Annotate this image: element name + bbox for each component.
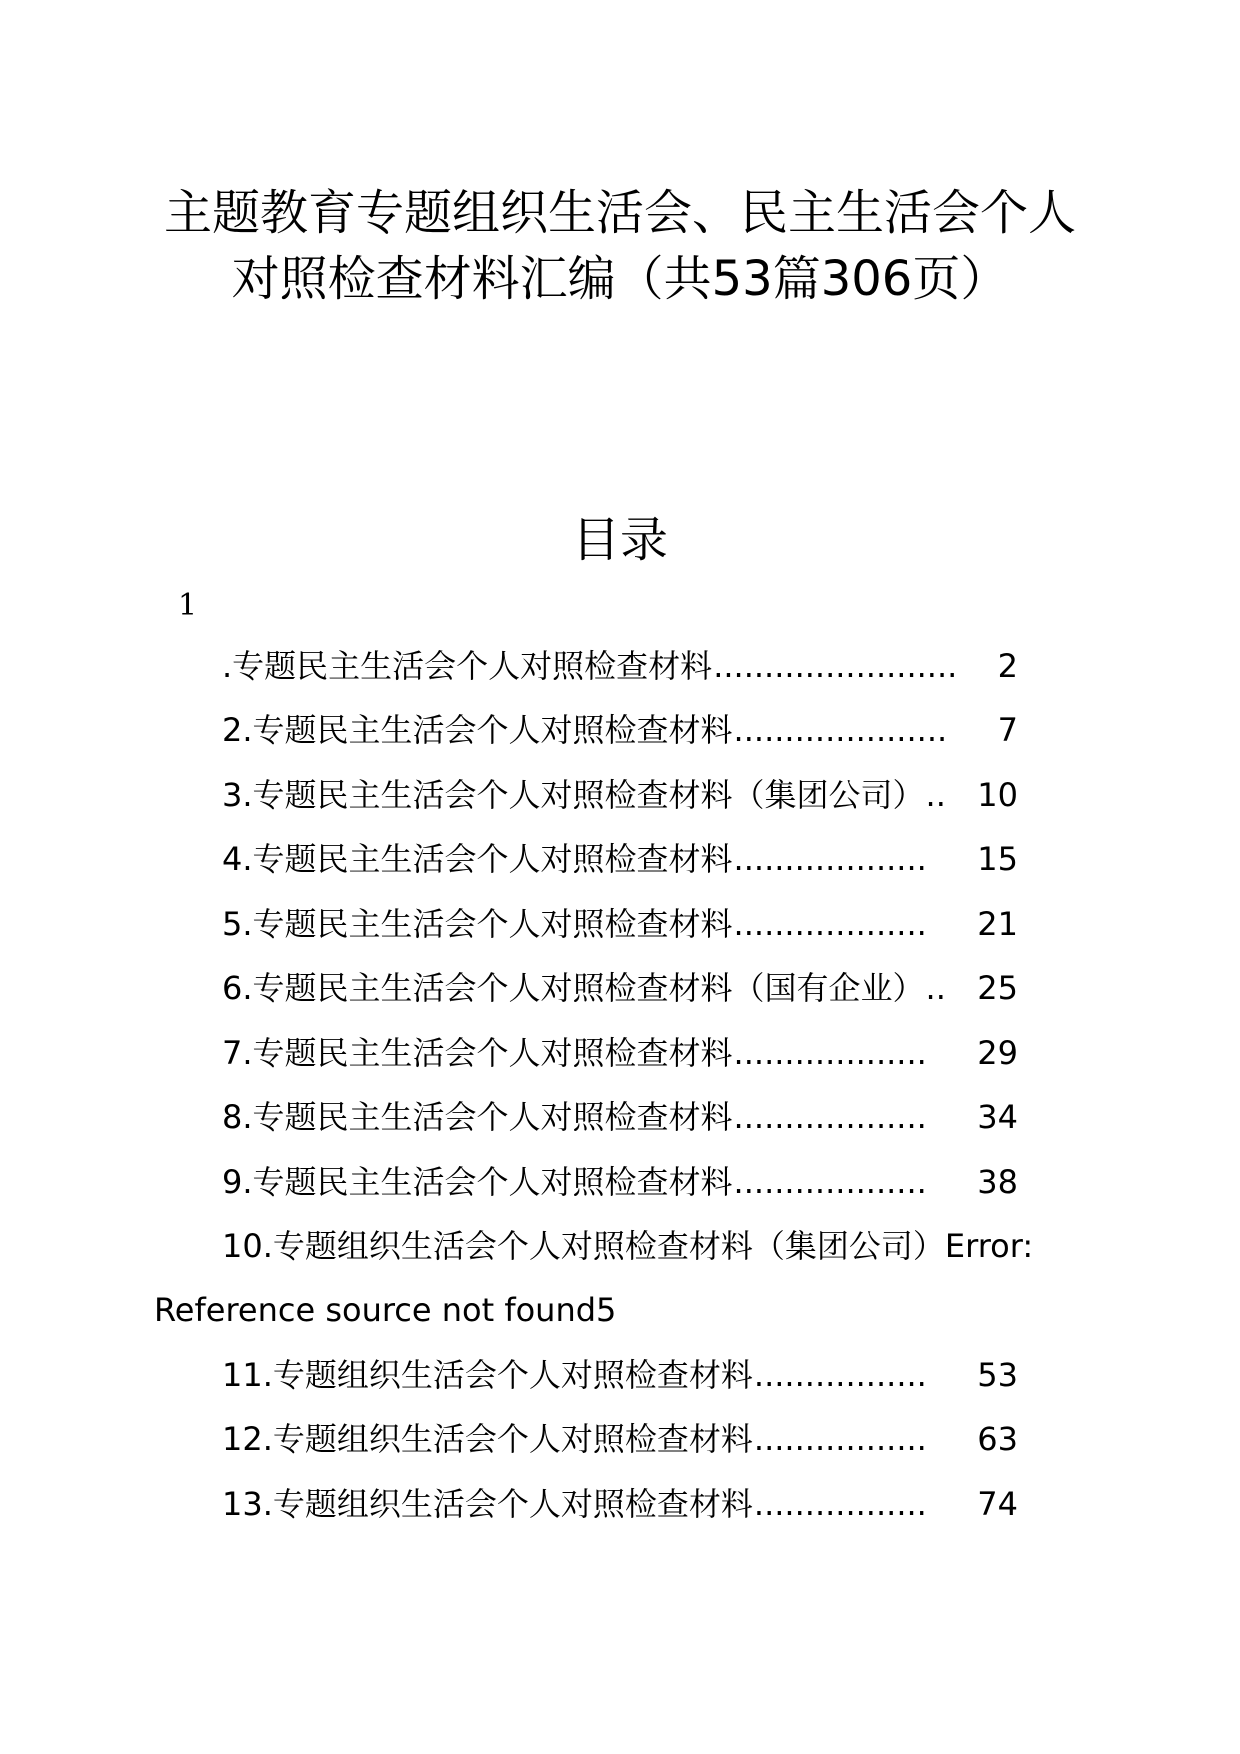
toc-entry-page: 25 bbox=[977, 969, 1018, 1007]
toc-entry-page: 38 bbox=[977, 1163, 1018, 1201]
toc-entry[interactable] bbox=[222, 1480, 1018, 1528]
toc-entry-leader: ................. bbox=[753, 1485, 927, 1523]
toc-heading: 目录 bbox=[571, 512, 668, 568]
toc-entry-page: 53 bbox=[977, 1356, 1018, 1394]
toc-entry-leader: ................... bbox=[733, 1163, 927, 1201]
toc-entry[interactable] bbox=[222, 1351, 1018, 1399]
toc-entry[interactable] bbox=[222, 706, 1018, 754]
toc-entry-page: 7 bbox=[997, 711, 1018, 749]
toc-entry-text: 2.专题民主生活会个人对照检查材料 bbox=[222, 711, 733, 749]
toc-entry[interactable] bbox=[222, 1029, 1018, 1077]
toc-entry-text: 9.专题民主生活会个人对照检查材料 bbox=[222, 1163, 733, 1201]
toc-entry-text: 11.专题组织生活会个人对照检查材料 bbox=[222, 1356, 753, 1394]
toc-entry-leader: ................. bbox=[753, 1356, 927, 1394]
toc-entry[interactable] bbox=[222, 1158, 1018, 1206]
toc-entry-page: 29 bbox=[977, 1034, 1018, 1072]
toc-entry-text: 8.专题民主生活会个人对照检查材料 bbox=[222, 1098, 733, 1136]
document-title bbox=[0, 180, 1240, 312]
toc-entry-leader: ................... bbox=[733, 905, 927, 943]
toc-entry-leader: ................... bbox=[733, 1034, 927, 1072]
toc-entry-text: 12.专题组织生活会个人对照检查材料 bbox=[222, 1420, 753, 1458]
toc-entry-page: 15 bbox=[977, 840, 1018, 878]
document-title-line-2: 对照检查材料汇编（共53篇306页） bbox=[231, 251, 1009, 307]
toc-entry-text: 6.专题民主生活会个人对照检查材料（国有企业） bbox=[222, 969, 925, 1007]
toc-entry-leader: ..................... bbox=[733, 711, 948, 749]
toc-entry-leader: .. bbox=[925, 969, 946, 1007]
toc-entry-page: 21 bbox=[977, 905, 1018, 943]
toc-entry-leader: ................... bbox=[733, 1098, 927, 1136]
toc-entry-page: 34 bbox=[977, 1098, 1018, 1136]
toc-entry-error-line-1[interactable]: 10.专题组织生活会个人对照检查材料（集团公司）Error: bbox=[222, 1227, 1034, 1265]
toc-entry-page: 10 bbox=[977, 776, 1018, 814]
toc-entry-leader: ........................ bbox=[713, 647, 958, 685]
toc-entry[interactable] bbox=[222, 835, 1018, 883]
toc-entry[interactable] bbox=[222, 771, 1018, 819]
toc-entry-page: 2 bbox=[997, 647, 1018, 685]
toc-entry-text: 7.专题民主生活会个人对照检查材料 bbox=[222, 1034, 733, 1072]
toc-entry-text: 3.专题民主生活会个人对照检查材料（集团公司） bbox=[222, 776, 925, 814]
toc-entry-text: .专题民主生活会个人对照检查材料 bbox=[222, 647, 713, 685]
toc-entry[interactable] bbox=[222, 642, 1018, 690]
toc-entry[interactable] bbox=[222, 1093, 1018, 1141]
toc-entry-text: 5.专题民主生活会个人对照检查材料 bbox=[222, 905, 733, 943]
toc-entry-page: 63 bbox=[977, 1420, 1018, 1458]
toc-entry-text: 13.专题组织生活会个人对照检查材料 bbox=[222, 1485, 753, 1523]
stray-number: 1 bbox=[178, 588, 198, 623]
toc-entry-leader: ................. bbox=[753, 1420, 927, 1458]
toc-entry-leader: .. bbox=[925, 776, 946, 814]
toc-entry-page: 74 bbox=[977, 1485, 1018, 1523]
toc-entry[interactable] bbox=[222, 964, 1018, 1012]
toc-entry-leader: ................... bbox=[733, 840, 927, 878]
toc-entry[interactable] bbox=[222, 1415, 1018, 1463]
toc-entry-error-line-2[interactable]: Reference source not found5 bbox=[154, 1291, 617, 1329]
toc-entry-text: 4.专题民主生活会个人对照检查材料 bbox=[222, 840, 733, 878]
toc-entry[interactable] bbox=[222, 900, 1018, 948]
document-title-line-1: 主题教育专题组织生活会、民主生活会个人 bbox=[163, 185, 1076, 241]
